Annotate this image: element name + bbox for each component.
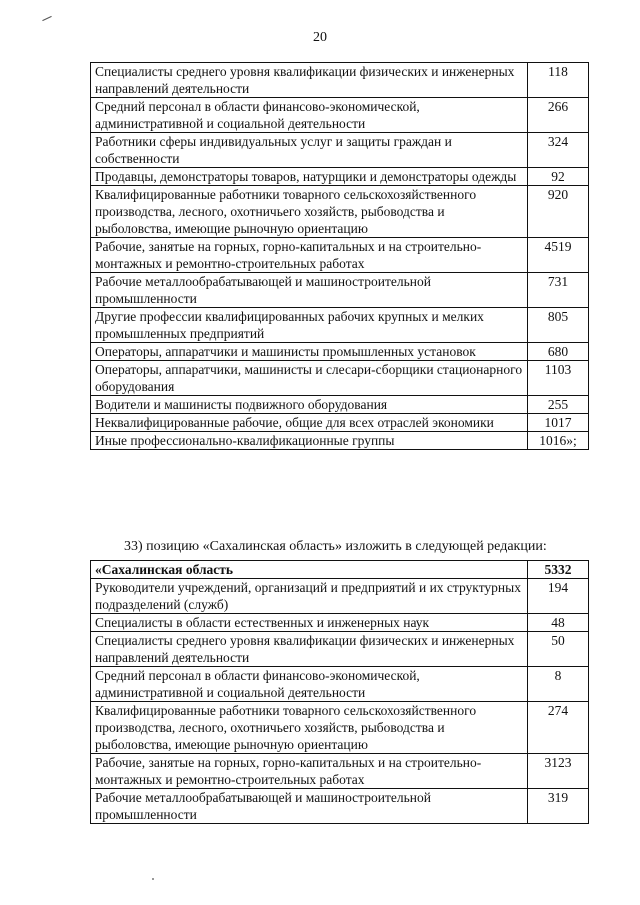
occupation-label: Средний персонал в области финансово-экономической, административной и социальной деятельности <box>91 98 528 133</box>
occupation-label: Руководители учреждений, организаций и предприятий и их структурных подразделений (служб) <box>91 579 528 614</box>
region-total: 5332 <box>528 561 589 579</box>
occupation-value: 194 <box>528 579 589 614</box>
occupation-value: 805 <box>528 308 589 343</box>
occupation-value: 1016»; <box>528 432 589 450</box>
occupation-label: Водители и машинисты подвижного оборудования <box>91 396 528 414</box>
occupation-value: 255 <box>528 396 589 414</box>
table-row <box>91 186 589 238</box>
table-row <box>91 238 589 273</box>
occupation-value: 920 <box>528 186 589 238</box>
table-row <box>91 396 589 414</box>
table-row <box>91 308 589 343</box>
occupation-value: 324 <box>528 133 589 168</box>
occupation-table-sakhalin <box>90 560 589 824</box>
occupation-label: Средний персонал в области финансово-экономической, административной и социальной деятельности <box>91 667 528 702</box>
table-row <box>91 789 589 824</box>
table-1-body <box>91 63 589 450</box>
table-row <box>91 361 589 396</box>
occupation-value: 274 <box>528 702 589 754</box>
scan-mark <box>42 16 51 21</box>
occupation-value: 48 <box>528 614 589 632</box>
occupation-label: Операторы, аппаратчики и машинисты промышленных установок <box>91 343 528 361</box>
occupation-value: 8 <box>528 667 589 702</box>
occupation-value: 1103 <box>528 361 589 396</box>
table-row <box>91 614 589 632</box>
table-row <box>91 432 589 450</box>
table-row <box>91 667 589 702</box>
table-row <box>91 579 589 614</box>
occupation-label: Специалисты среднего уровня квалификации физических и инженерных направлений деятельности <box>91 63 528 98</box>
table-2-body <box>91 561 589 824</box>
occupation-label: Квалифицированные работники товарного сельскохозяйственного производства, лесного, охотничьего хозяйств, рыбоводства и рыболовства, имеющие рыночную ориентацию <box>91 702 528 754</box>
occupation-label: Квалифицированные работники товарного сельскохозяйственного производства, лесного, охотничьего хозяйств, рыбоводства и рыболовства, имеющие рыночную ориентацию <box>91 186 528 238</box>
occupation-value: 4519 <box>528 238 589 273</box>
occupation-label: Специалисты в области естественных и инженерных наук <box>91 614 528 632</box>
table-row <box>91 702 589 754</box>
occupation-table-1 <box>90 62 589 450</box>
occupation-label: Рабочие, занятые на горных, горно-капитальных и на строительно-монтажных и ремонтно-строительных работах <box>91 754 528 789</box>
occupation-value: 92 <box>528 168 589 186</box>
scan-dot <box>152 878 154 880</box>
occupation-label: Иные профессионально-квалификационные группы <box>91 432 528 450</box>
table-row <box>91 63 589 98</box>
page-number: 20 <box>313 30 327 45</box>
occupation-value: 118 <box>528 63 589 98</box>
occupation-label: Работники сферы индивидуальных услуг и защиты граждан и собственности <box>91 133 528 168</box>
region-header-row <box>91 561 589 579</box>
occupation-label: Рабочие, занятые на горных, горно-капитальных и на строительно-монтажных и ремонтно-строительных работах <box>91 238 528 273</box>
table-row <box>91 343 589 361</box>
occupation-label: Рабочие металлообрабатывающей и машиностроительной промышленности <box>91 273 528 308</box>
occupation-value: 50 <box>528 632 589 667</box>
instruction-text: 33) позицию «Сахалинская область» изложить в следующей редакции: <box>124 539 547 554</box>
occupation-label: Другие профессии квалифицированных рабочих крупных и мелких промышленных предприятий <box>91 308 528 343</box>
occupation-label: Специалисты среднего уровня квалификации физических и инженерных направлений деятельности <box>91 632 528 667</box>
region-name: «Сахалинская область <box>91 561 528 579</box>
occupation-value: 1017 <box>528 414 589 432</box>
occupation-value: 731 <box>528 273 589 308</box>
table-row <box>91 133 589 168</box>
occupation-label: Рабочие металлообрабатывающей и машиностроительной промышленности <box>91 789 528 824</box>
occupation-label: Операторы, аппаратчики, машинисты и слесари-сборщики стационарного оборудования <box>91 361 528 396</box>
table-row <box>91 98 589 133</box>
table-row <box>91 273 589 308</box>
occupation-value: 266 <box>528 98 589 133</box>
occupation-label: Продавцы, демонстраторы товаров, натурщики и демонстраторы одежды <box>91 168 528 186</box>
occupation-value: 319 <box>528 789 589 824</box>
table-row <box>91 754 589 789</box>
occupation-label: Неквалифицированные рабочие, общие для всех отраслей экономики <box>91 414 528 432</box>
table-row <box>91 414 589 432</box>
occupation-value: 680 <box>528 343 589 361</box>
table-row <box>91 632 589 667</box>
table-row <box>91 168 589 186</box>
occupation-value: 3123 <box>528 754 589 789</box>
